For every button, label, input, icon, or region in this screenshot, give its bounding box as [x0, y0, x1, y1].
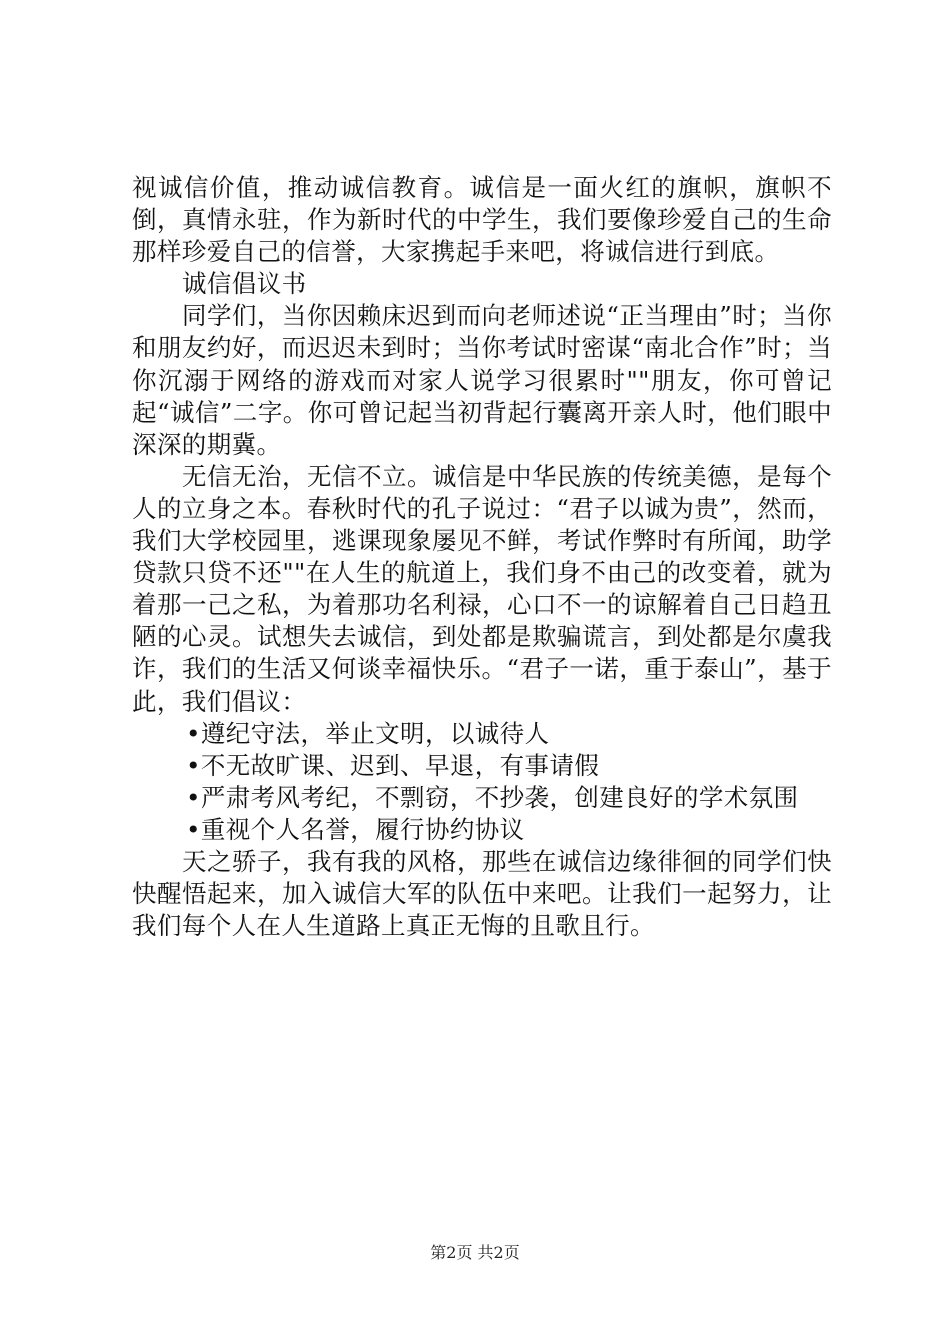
proposal-heading: 诚信倡议书 [182, 269, 307, 299]
list-item-exams: •严肃考风考纪，不剽窃，不抄袭，创建良好的学术氛围 [186, 782, 799, 812]
list-item-reputation: •重视个人名誉，履行协约协议 [186, 814, 525, 844]
paragraph-intro: 同学们，当你因赖床迟到而向老师述说“正当理由”时；当你和朋友约好，而迟迟未到时；当你考试时密谋“南北合作”时；当你沉溺于网络的游戏而对家人说学习很累时""朋友，你可曾记起“诚信”二字。你可曾记起当初背起行囊离开亲人时，他们眼中深深的期冀。 [132, 301, 832, 459]
page-number-footer: 第2页 共2页 [430, 1243, 520, 1262]
document-body [132, 172, 832, 942]
paragraph-closing: 天之骄子，我有我的风格，那些在诚信边缘徘徊的同学们快快醒悟起来，加入诚信大军的队伍中来吧。让我们一起努力，让我们每个人在人生道路上真正无悔的且歌且行。 [132, 846, 832, 941]
list-item-law: •遵纪守法，举止文明，以诚待人 [186, 718, 550, 748]
paragraph-integrity: 无信无治，无信不立。诚信是中华民族的传统美德，是每个人的立身之本。春秋时代的孔子说过：“君子以诚为贵”，然而，我们大学校园里，逃课现象屡见不鲜，考试作弊时有所闻，助学贷款只贷不还""在人生的航道上，我们身不由己的改变着，就为着那一己之私，为着那功名利禄，心口不一的谅解着自己日趋丑陋的心灵。试想失去诚信，到处都是欺骗谎言，到处都是尔虞我诈，我们的生活又何谈幸福快乐。“君子一诺，重于泰山”，基于此，我们倡议： [132, 461, 832, 716]
paragraph-continuation: 视诚信价值，推动诚信教育。诚信是一面火红的旗帜，旗帜不倒，真情永驻，作为新时代的中学生，我们要像珍爱自己的生命那样珍爱自己的信誉，大家携起手来吧，将诚信进行到底。 [132, 173, 832, 267]
list-item-attendance: •不无故旷课、迟到、早退，有事请假 [186, 750, 600, 780]
